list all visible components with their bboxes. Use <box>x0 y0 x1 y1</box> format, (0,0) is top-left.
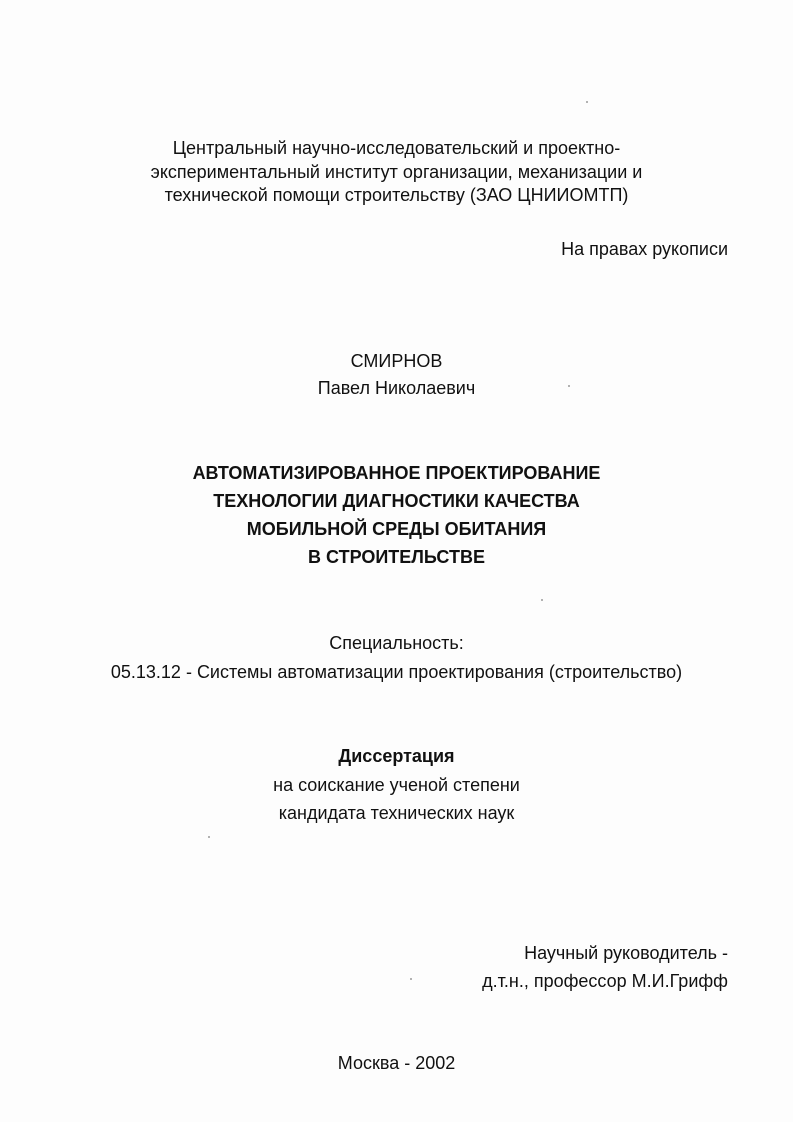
institution-line-3: технической помощи строительству (ЗАО ЦНИИОМТП) <box>164 185 629 205</box>
author-surname: СМИРНОВ <box>350 351 443 371</box>
scan-speck <box>568 385 570 387</box>
institution-line-1: Центральный научно-исследовательский и проектно- <box>172 138 621 158</box>
specialty-label: Специальность: <box>329 633 464 653</box>
scan-speck <box>541 599 543 601</box>
title-line-3: МОБИЛЬНОЙ СРЕДЫ ОБИТАНИЯ <box>246 519 547 539</box>
supervisor-name: д.т.н., профессор М.И.Грифф <box>482 971 728 991</box>
place-year: Москва - 2002 <box>337 1053 456 1073</box>
title-line-4: В СТРОИТЕЛЬСТВЕ <box>308 547 485 567</box>
dissertation-heading: Диссертация <box>338 746 455 766</box>
author-given-names: Павел Николаевич <box>317 378 476 398</box>
scan-speck <box>586 101 588 103</box>
title-line-1: АВТОМАТИЗИРОВАННОЕ ПРОЕКТИРОВАНИЕ <box>192 463 601 483</box>
dissertation-line-2: кандидата технических наук <box>278 803 515 823</box>
dissertation-line-1: на соискание ученой степени <box>273 775 520 795</box>
manuscript-note: На правах рукописи <box>561 239 728 259</box>
institution-line-2: экспериментальный институт организации, механизации и <box>150 162 643 182</box>
supervisor-label: Научный руководитель - <box>524 943 728 963</box>
title-line-2: ТЕХНОЛОГИИ ДИАГНОСТИКИ КАЧЕСТВА <box>213 491 580 511</box>
scan-speck <box>410 978 412 980</box>
specialty-value: 05.13.12 - Системы автоматизации проектирования (строительство) <box>110 662 683 682</box>
scan-speck <box>208 836 210 838</box>
